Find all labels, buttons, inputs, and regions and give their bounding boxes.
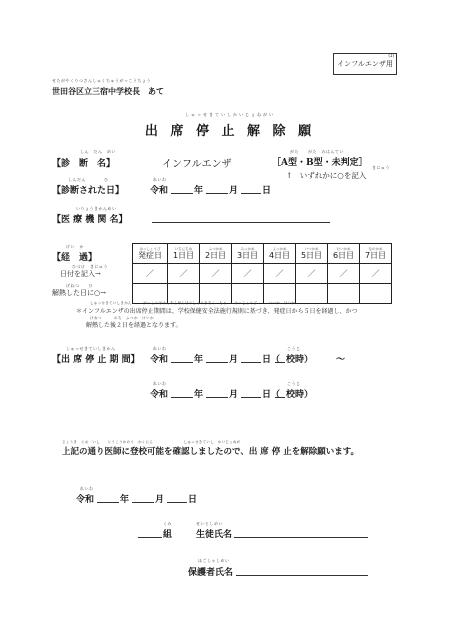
date-cell[interactable]: ／: [296, 264, 328, 284]
date-cell[interactable]: ／: [200, 264, 232, 284]
suspension-from-time: 校時）: [286, 355, 314, 365]
diagnosed-year-field[interactable]: [171, 193, 193, 194]
date-row-label-ruby: ひづけ きにゅう: [72, 264, 108, 269]
date-row-label: 日付を記入→: [60, 270, 101, 278]
tag-label: インフルエンザ用: [337, 60, 393, 68]
suspension-to-day-label: 日（: [262, 390, 281, 400]
suspension-from-month-label: 月: [229, 355, 239, 365]
progress-label: 【経 過】: [52, 253, 98, 263]
diagnosis-label: 【診 断 名】: [52, 159, 116, 169]
date-cell[interactable]: ／: [264, 264, 296, 284]
suspension-to-era-ruby: れいわ: [153, 381, 167, 386]
suspension-from-year-label: 年: [194, 355, 204, 365]
date-row: [133, 264, 392, 284]
suspension-label: 【出 席 停 止 期 間】: [52, 355, 140, 365]
suspension-label-ruby: しゅっせきていしきかん: [66, 346, 116, 351]
column-header: みっかめ 3日目: [232, 244, 264, 264]
suspension-from-day-label: 日（: [262, 355, 281, 365]
diagnosis-label-ruby: しん だん めい: [80, 149, 116, 154]
signature-day-field[interactable]: [167, 502, 187, 503]
signature-era: 令和: [76, 495, 95, 505]
fever-cell[interactable]: [296, 284, 328, 304]
signature-day-label: 日: [188, 495, 198, 505]
suspension-from-era-ruby: れいわ: [153, 346, 167, 351]
column-header: むいかめ 6日目: [328, 244, 360, 264]
diagnosed-month-field[interactable]: [206, 193, 228, 194]
suspension-to-month-field[interactable]: [206, 397, 228, 398]
note-line-2-ruby: げねつ のち ふつか けいか: [90, 316, 154, 320]
date-cell[interactable]: ／: [360, 264, 392, 284]
date-cell[interactable]: ／: [168, 264, 200, 284]
class-label-ruby: くみ: [163, 521, 172, 526]
column-header: よっかめ 4日目: [264, 244, 296, 264]
page-title: 出 席 停 止 解 除 願: [144, 124, 316, 139]
date-cell[interactable]: ／: [232, 264, 264, 284]
clinic-label-ruby: いりょうきかんめい: [76, 206, 117, 211]
guardian-name-label: 保護者氏名: [188, 568, 234, 578]
suspension-from-time-ruby: こうじ: [287, 346, 301, 351]
suspension-to-year-field[interactable]: [171, 397, 193, 398]
clinic-label: 【医 療 機 関 名】: [52, 215, 128, 225]
guardian-name-field[interactable]: [236, 575, 368, 576]
suspension-from-era: 令和: [150, 355, 169, 365]
diagnosed-month-label: 月: [229, 186, 239, 196]
note-line-2: 解熱した後２日を経過となります。: [86, 322, 182, 329]
form-type-tag: [333, 53, 397, 75]
date-cell[interactable]: ／: [133, 264, 168, 284]
diagnosed-year-label: 年: [194, 186, 204, 196]
diagnosis-note: ↑ いずれかに○を記入: [286, 171, 367, 180]
diagnosed-date-label-ruby: しんだん ひ: [68, 177, 109, 182]
signature-month-label: 月: [155, 495, 165, 505]
suspension-to-era: 令和: [150, 390, 169, 400]
fever-row-label-ruby: げねつ ひ: [66, 283, 93, 288]
suspension-to-day-field[interactable]: [241, 397, 261, 398]
addressee-ruby: せたがやくりつさんしゅくちゅうがっこうちょう: [52, 78, 151, 83]
diagnosed-date-label: 【診断された日】: [52, 186, 125, 196]
class-field[interactable]: [138, 537, 162, 538]
fever-cell[interactable]: [328, 284, 360, 304]
diagnosis-types-ruby: がた がた みはんてい: [290, 149, 344, 154]
clinic-name-field[interactable]: [152, 222, 330, 223]
column-header: いちにちめ 1日目: [168, 244, 200, 264]
note-line-1: ＊インフルエンザの出席停止期間は、学校保健安全法施行規則に基づき、発症日から５日を経過し、かつ: [76, 308, 358, 315]
signature-month-field[interactable]: [132, 502, 154, 503]
diagnosis-types[interactable]: ［A型・B型・未判定］: [272, 158, 368, 168]
diagnosed-day-field[interactable]: [241, 193, 261, 194]
student-label-ruby: せいとしめい: [196, 521, 223, 526]
fever-cell[interactable]: [360, 284, 392, 304]
signature-era-ruby: れいわ: [80, 486, 94, 491]
suspension-from-year-field[interactable]: [171, 362, 193, 363]
suspension-from-month-field[interactable]: [206, 362, 228, 363]
diagnosed-era: 令和: [150, 186, 169, 196]
student-name-label: 生徒氏名: [196, 530, 233, 540]
suspension-to-period-field[interactable]: [275, 397, 285, 398]
title-ruby: しゅっせきていしかいじょねがい: [185, 112, 275, 117]
fever-row-label: 解熱した日に○→: [52, 289, 106, 297]
column-header: なのかめ 7日目: [360, 244, 392, 264]
column-header: いつかめ 5日目: [296, 244, 328, 264]
suspension-to-time-ruby: こうじ: [287, 381, 301, 386]
diagnosis-value: インフルエンザ: [162, 159, 232, 170]
diagnosis-note-ruby: きにゅう: [372, 165, 390, 170]
addressee: 世田谷区立三宿中学校長 あて: [52, 86, 164, 96]
diagnosed-day-label: 日: [262, 186, 272, 196]
column-header: ふつかめ 2日目: [200, 244, 232, 264]
signature-year-field[interactable]: [97, 502, 119, 503]
suspension-to-month-label: 月: [229, 390, 239, 400]
guardian-label-ruby: ほごしゃしめい: [198, 558, 230, 563]
class-label: 組: [163, 530, 173, 540]
suspension-tilde: ～: [336, 355, 346, 365]
suspension-to-time: 校時）: [286, 390, 314, 400]
declaration-ruby: じょうき とお いし とうこうかのう かくにん しゅっせきていし かいじょねが: [62, 440, 241, 444]
column-header: はっしょうび 発症日: [133, 244, 168, 264]
diagnosed-era-ruby: れいわ: [153, 177, 167, 182]
suspension-from-period-field[interactable]: [275, 362, 285, 363]
suspension-from-day-field[interactable]: [241, 362, 261, 363]
student-name-field[interactable]: [234, 537, 368, 538]
progress-label-ruby: けい か: [66, 244, 84, 249]
tag-number: (1): [388, 53, 394, 58]
signature-year-label: 年: [120, 495, 130, 505]
declaration-text: 上記の通り医師に登校可能を確認しましたので、出 席 停 止を解除願います。: [62, 447, 360, 457]
progress-header-row: [133, 244, 392, 264]
progress-table: [132, 243, 392, 304]
note-ruby: しゅっせきていしきかん がっこうほけんあんぜんほうしこうきそく もと はっしょうび いつか けいか: [90, 301, 296, 305]
date-cell[interactable]: ／: [328, 264, 360, 284]
suspension-to-year-label: 年: [194, 390, 204, 400]
